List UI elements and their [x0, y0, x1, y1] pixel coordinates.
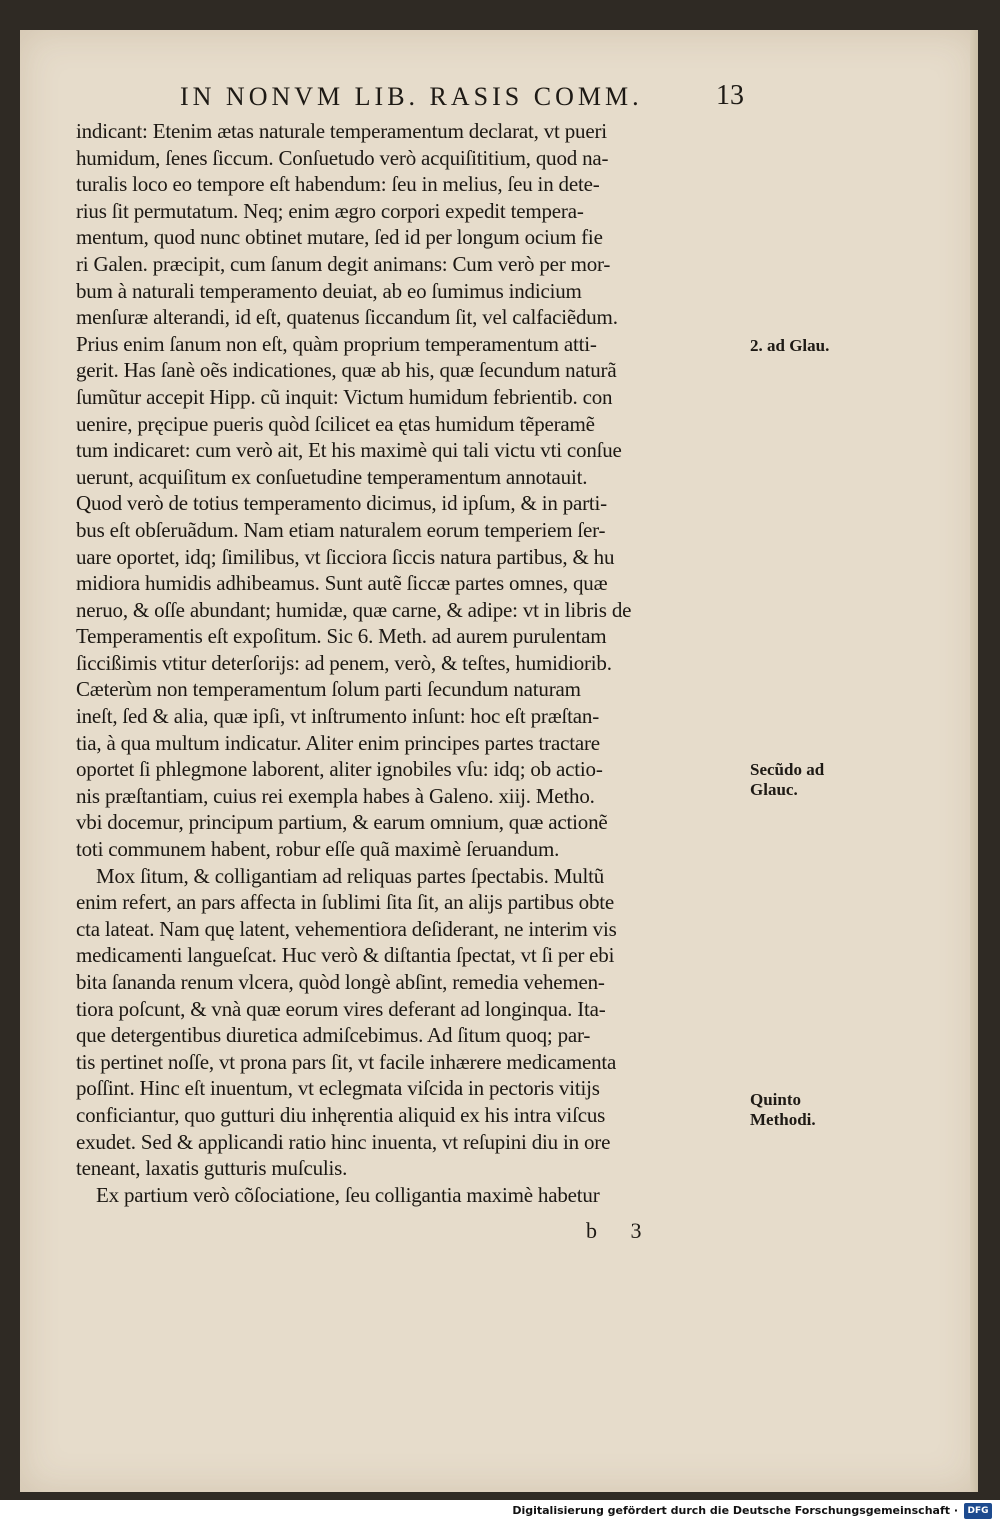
text-line: conficiantur, quo gutturi diu inhęrentia aliquid ex his intra viſcus: [76, 1102, 606, 1127]
marginal-note: Methodi.: [750, 1110, 816, 1129]
running-head: IN NONVM LIB. RASIS COMM.: [180, 82, 643, 111]
text-line: humidum, ſenes ſiccum. Conſuetudo verò acquiſititium, quod na-: [76, 145, 609, 170]
text-line: cta lateat. Nam quę latent, vehementiora deſiderant, ne interim vis: [76, 916, 617, 941]
text-line: Mox ſitum, & colligantiam ad reliquas partes ſpectabis. Multũ: [96, 863, 605, 888]
text-line: midiora humidis adhibeamus. Sunt autẽ ſiccæ partes omnes, quæ: [76, 571, 608, 596]
text-line: exudet. Sed & applicandi ratio hinc inuenta, vt reſupini diu in ore: [76, 1129, 611, 1154]
text-line: enim refert, an pars affecta in ſublimi ſita ſit, an alijs partibus obte: [76, 890, 615, 915]
text-line: uenire, pręcipue pueris quòd ſcilicet ea ętas humidum tẽperamẽ: [76, 411, 595, 436]
text-line: Ex partium verò cõſociatione, ſeu colligantia maximè habetur: [96, 1182, 600, 1207]
text-line: bita ſananda renum vlcera, quòd longè abſint, remedia vehemen-: [76, 970, 605, 994]
text-line: oportet ſi phlegmone laborent, aliter ignobiles vſu: idq; ob actio-: [76, 757, 603, 782]
text-line: indicant: Etenim ætas naturale temperamentum declarat, vt pueri: [76, 119, 607, 143]
text-line: Prius enim ſanum non eſt, quàm proprium temperamentum atti-: [76, 331, 597, 356]
text-line: gerit. Has ſanè oẽs indicationes, quæ ab his, quæ ſecundum naturã: [76, 358, 617, 383]
page-edge: [970, 30, 978, 1492]
text-line: uare oportet, idq; ſimilibus, vt ſicciora ſiccis natura partibus, & hu: [76, 544, 615, 569]
footer-bar: [0, 1500, 1000, 1523]
text-line: vbi docemur, principum partium, & earum omnium, quæ actionẽ: [76, 810, 608, 835]
text-line: Cæterùm non temperamentum ſolum parti ſecundum naturam: [76, 677, 581, 702]
text-line: Temperamentis eſt expoſitum. Sic 6. Meth. ad aurem purulentam: [76, 624, 607, 649]
text-line: turalis loco eo tempore eſt habendum: ſeu in melius, ſeu in dete-: [76, 172, 600, 197]
marginal-note: 2. ad Glau.: [750, 336, 830, 355]
text-line: ſiccißimis vtitur deterſorijs: ad penem, verò, & teſtes, humidiorib.: [76, 650, 612, 675]
text-line: bum à naturali temperamento deuiat, ab eo ſumimus indicium: [76, 278, 582, 303]
marginal-note: Glauc.: [750, 780, 798, 799]
text-line: bus eſt obſeruãdum. Nam etiam naturalem eorum temperiem ſer-: [76, 517, 606, 542]
dfg-logo: DFG: [964, 1503, 992, 1519]
text-line: Quod verò de totius temperamento dicimus, id ipſum, & in parti-: [76, 491, 607, 516]
funding-credit: Digitalisierung gefördert durch die Deutsche Forschungsgemeinschaft ·: [512, 1504, 958, 1517]
text-line: ſumũtur accepit Hipp. cũ inquit: Victum humidum febrientib. con: [76, 384, 613, 409]
text-line: nis præſtantiam, cuius rei exempla habes à Galeno. xiij. Metho.: [76, 783, 595, 808]
text-line: que detergentibus diuretica admiſcebimus. Ad ſitum quoq; par-: [76, 1023, 591, 1048]
text-line: neruo, & oſſe abundant; humidæ, quæ carne, & adipe: vt in libris de: [76, 597, 632, 622]
text-line: tia, à qua multum indicatur. Aliter enim principes partes tractare: [76, 730, 600, 755]
text-line: mentum, quod nunc obtinet mutare, ſed id per longum ocium fie: [76, 225, 603, 250]
page-number: 13: [716, 80, 744, 111]
text-line: uerunt, acquiſitum ex conſuetudine temperamentum annotauit.: [76, 464, 588, 489]
marginal-note: Secũdo ad: [750, 760, 825, 779]
text-line: ineſt, ſed & alia, quæ ipſi, vt inſtrumento inſunt: hoc eſt præſtan-: [76, 704, 599, 729]
text-line: tum indicaret: cum verò ait, Et his maximè qui tali victu vti conſue: [76, 438, 622, 463]
marginal-note: Quinto: [750, 1090, 802, 1109]
text-line: toti communem habent, robur eſſe quã maximè ſeruandum.: [76, 837, 560, 862]
text-line: teneant, laxatis gutturis muſculis.: [76, 1156, 348, 1181]
body-text: [76, 118, 726, 1208]
text-line: menſuræ alterandi, id eſt, quatenus ſiccandum ſit, vel calfaciẽdum.: [76, 305, 618, 330]
text-line: rius ſit permutatum. Neq; enim ægro corpori expedit tempera-: [76, 198, 584, 223]
text-line: poſſint. Hinc eſt inuentum, vt eclegmata viſcida in pectoris vitijs: [76, 1076, 600, 1101]
text-line: tiora poſcunt, & vnà quæ eorum vires deferant ad longinqua. Ita-: [76, 996, 606, 1021]
signature-mark: b 3: [586, 1218, 656, 1243]
text-line: medicamenti langueſcat. Huc verò & diſtantia ſpectat, vt ſi per ebi: [76, 943, 615, 968]
text-line: tis pertinet noſſe, vt prona pars ſit, vt facile inhærere medicamenta: [76, 1049, 617, 1074]
text-line: ri Galen. præcipit, cum ſanum degit animans: Cum verò per mor-: [76, 251, 611, 276]
